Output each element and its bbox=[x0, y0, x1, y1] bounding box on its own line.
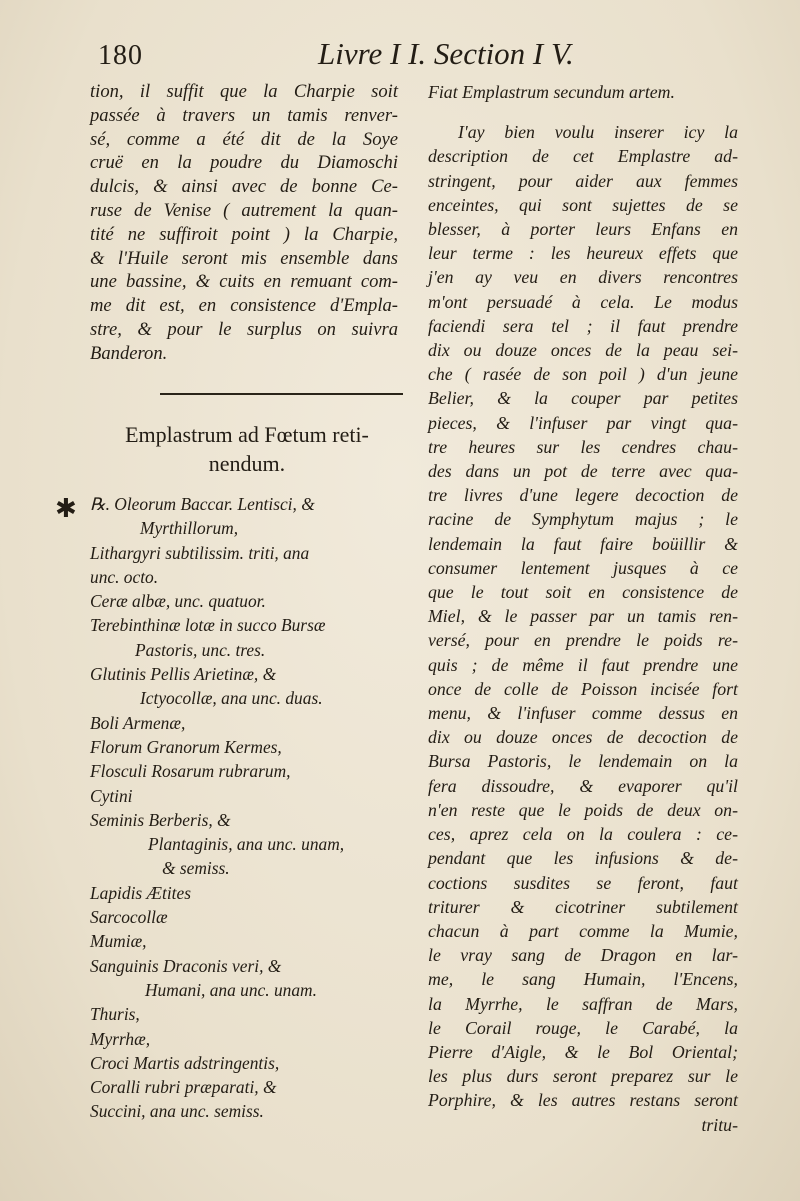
recipe-line: Ictyocollæ, ana unc. duas. bbox=[140, 688, 323, 709]
recipe-line: Lapidis Ætites bbox=[90, 882, 191, 903]
recipe-line: Myrrhæ, bbox=[90, 1028, 151, 1049]
text-line: tion, il suffit que la Charpie soit bbox=[90, 81, 398, 102]
text-line: menu, & l'infuser comme dessus en bbox=[428, 703, 738, 724]
text-line: chacun à part comme la Mumie, bbox=[428, 920, 738, 941]
text-line: que le tout soit en consistence de bbox=[428, 582, 738, 603]
heading-line: Emplastrum ad Fœtum reti- bbox=[125, 422, 369, 447]
running-title: Livre I I. Section I V. bbox=[318, 36, 574, 71]
text-line: description de cet Emplastre ad- bbox=[428, 146, 738, 167]
text-line: pendant que les infusions & de- bbox=[428, 848, 738, 869]
text-line: Belier, & la couper par petites bbox=[428, 388, 738, 409]
text-line: leur terme : les heureux effets que bbox=[428, 243, 738, 264]
text-line: le vray sang de Dragon en lar- bbox=[428, 945, 738, 966]
text-line: faciendi sera tel ; il faut prendre bbox=[428, 315, 738, 336]
text-line: la Myrrhe, le saffran de Mars, bbox=[428, 993, 738, 1014]
recipe-line: Humani, ana unc. unam. bbox=[145, 979, 317, 1000]
text-line: consumer lentement jusques à ce bbox=[428, 557, 738, 578]
text-line: le Corail rouge, le Carabé, la bbox=[428, 1017, 738, 1038]
text-line: tité ne suffiroit point ) la Charpie, bbox=[90, 223, 398, 245]
text-line: Banderon. bbox=[90, 342, 168, 364]
text-line: coctions susdites se feront, faut bbox=[428, 872, 738, 893]
text-line: racine de Symphytum majus ; le bbox=[428, 509, 738, 530]
manuscript-star-icon: ✱ bbox=[55, 494, 77, 524]
recipe-line: Florum Granorum Kermes, bbox=[90, 736, 282, 757]
text-line: dix ou douze onces de la peau sei- bbox=[428, 340, 738, 361]
text-line: stre, & pour le surplus on suivra bbox=[90, 318, 398, 340]
recipe-line: Cytini bbox=[90, 785, 133, 806]
section-divider bbox=[160, 393, 403, 395]
text-line: lendemain la faut faire boüillir & bbox=[428, 533, 738, 554]
recipe-line: Coralli rubri præparati, & bbox=[90, 1077, 277, 1098]
text-line: des dans un pot de terre avec qua- bbox=[428, 461, 738, 482]
text-line: versé, pour en prendre le poids re- bbox=[428, 630, 738, 651]
left-column-paragraph bbox=[90, 80, 398, 366]
text-line: Porphire, & les autres restans seront bbox=[428, 1090, 738, 1111]
text-line: Miel, & le passer par un tamis ren- bbox=[428, 606, 738, 627]
recipe-line: Croci Martis adstringentis, bbox=[90, 1052, 280, 1073]
recipe-list bbox=[90, 492, 410, 1124]
recipe-line: ℞. Oleorum Baccar. Lentisci, & bbox=[90, 494, 315, 514]
recipe-line: Ceræ albæ, unc. quatuor. bbox=[90, 591, 266, 612]
text-line: & l'Huile seront mis ensemble dans bbox=[90, 247, 398, 269]
text-line: passée à travers un tamis renver- bbox=[90, 104, 398, 126]
recipe-line: & semiss. bbox=[162, 858, 230, 879]
text-line: tre heures sur les cendres chau- bbox=[428, 436, 738, 457]
text-line: I'ay bien voulu inserer icy la bbox=[458, 122, 738, 143]
text-line: pieces, & l'infuser par vingt qua- bbox=[428, 412, 738, 433]
text-line: ces, aprez cela on la coulera : ce- bbox=[428, 824, 738, 845]
recipe-line: Seminis Berberis, & bbox=[90, 809, 231, 830]
text-line: once de colle de Poisson incisée fort bbox=[428, 678, 738, 699]
text-line: Fiat Emplastrum secundum artem. bbox=[428, 82, 675, 102]
text-line: blesser, à porter leurs Enfans en bbox=[428, 219, 738, 240]
recipe-line: unc. octo. bbox=[90, 566, 159, 587]
recipe-line: Sanguinis Draconis veri, & bbox=[90, 955, 282, 976]
text-line: me dit est, en consistence d'Empla- bbox=[90, 295, 398, 317]
recipe-line: Lithargyri subtilissim. triti, ana bbox=[90, 542, 310, 563]
recipe-heading bbox=[88, 420, 406, 478]
text-line: stringent, pour aider aux femmes bbox=[428, 170, 738, 191]
recipe-line: Pastoris, unc. tres. bbox=[135, 639, 266, 660]
text-line: triturer & cicotriner subtilement bbox=[428, 896, 738, 917]
text-line: une bassine, & cuits en remuant com- bbox=[90, 271, 398, 293]
catchword: tritu- bbox=[701, 1114, 738, 1135]
recipe-line: Terebinthinæ lotæ in succo Bursæ bbox=[90, 615, 326, 636]
recipe-line: Thuris, bbox=[90, 1004, 140, 1025]
text-line: cruë en la poudre du Diamoschi bbox=[90, 152, 398, 174]
recipe-line: Succini, ana unc. semiss. bbox=[90, 1101, 264, 1122]
text-line: sé, comme a été dit de la Soye bbox=[90, 128, 398, 150]
text-line: tre livres d'une legere decoction de bbox=[428, 485, 738, 506]
text-line: fera dissoudre, & evaporer qu'il bbox=[428, 775, 738, 796]
recipe-line: Flosculi Rosarum rubrarum, bbox=[90, 761, 291, 782]
right-column bbox=[428, 80, 738, 1137]
text-line: me, le sang Humain, l'Encens, bbox=[428, 969, 738, 990]
recipe-line: Mumiæ, bbox=[90, 931, 147, 952]
text-line: m'ont persuadé à cela. Le modus bbox=[428, 291, 738, 312]
text-line: Bursa Pastoris, le lendemain on la bbox=[428, 751, 738, 772]
recipe-line: Glutinis Pellis Arietinæ, & bbox=[90, 664, 277, 685]
text-line: dix ou douze onces de decoction de bbox=[428, 727, 738, 748]
text-line: Pierre d'Aigle, & le Bol Oriental; bbox=[428, 1041, 738, 1062]
heading-line: nendum. bbox=[208, 451, 286, 476]
text-line: che ( rasée de son poil ) d'un jeune bbox=[428, 364, 738, 385]
text-line: les plus durs seront preparez sur le bbox=[428, 1066, 738, 1087]
text-line: dulcis, & ainsi avec de bonne Ce- bbox=[90, 176, 398, 198]
text-line: j'en ay veu en divers rencontres bbox=[428, 267, 738, 288]
text-line: quis ; de même il faut prendre une bbox=[428, 654, 738, 675]
text-line: n'en reste que le poids de deux on- bbox=[428, 799, 738, 820]
recipe-line: Boli Armenæ, bbox=[90, 712, 186, 733]
page-number: 180 bbox=[98, 40, 143, 71]
text-line: enceintes, qui sont sujettes de se bbox=[428, 194, 738, 215]
paragraph-gap bbox=[428, 104, 738, 120]
recipe-line: Sarcocollæ bbox=[90, 907, 168, 928]
recipe-line: Myrthillorum, bbox=[140, 518, 239, 539]
text-line: ruse de Venise ( autrement la quan- bbox=[90, 199, 398, 221]
recipe-line: Plantaginis, ana unc. unam, bbox=[148, 834, 345, 855]
